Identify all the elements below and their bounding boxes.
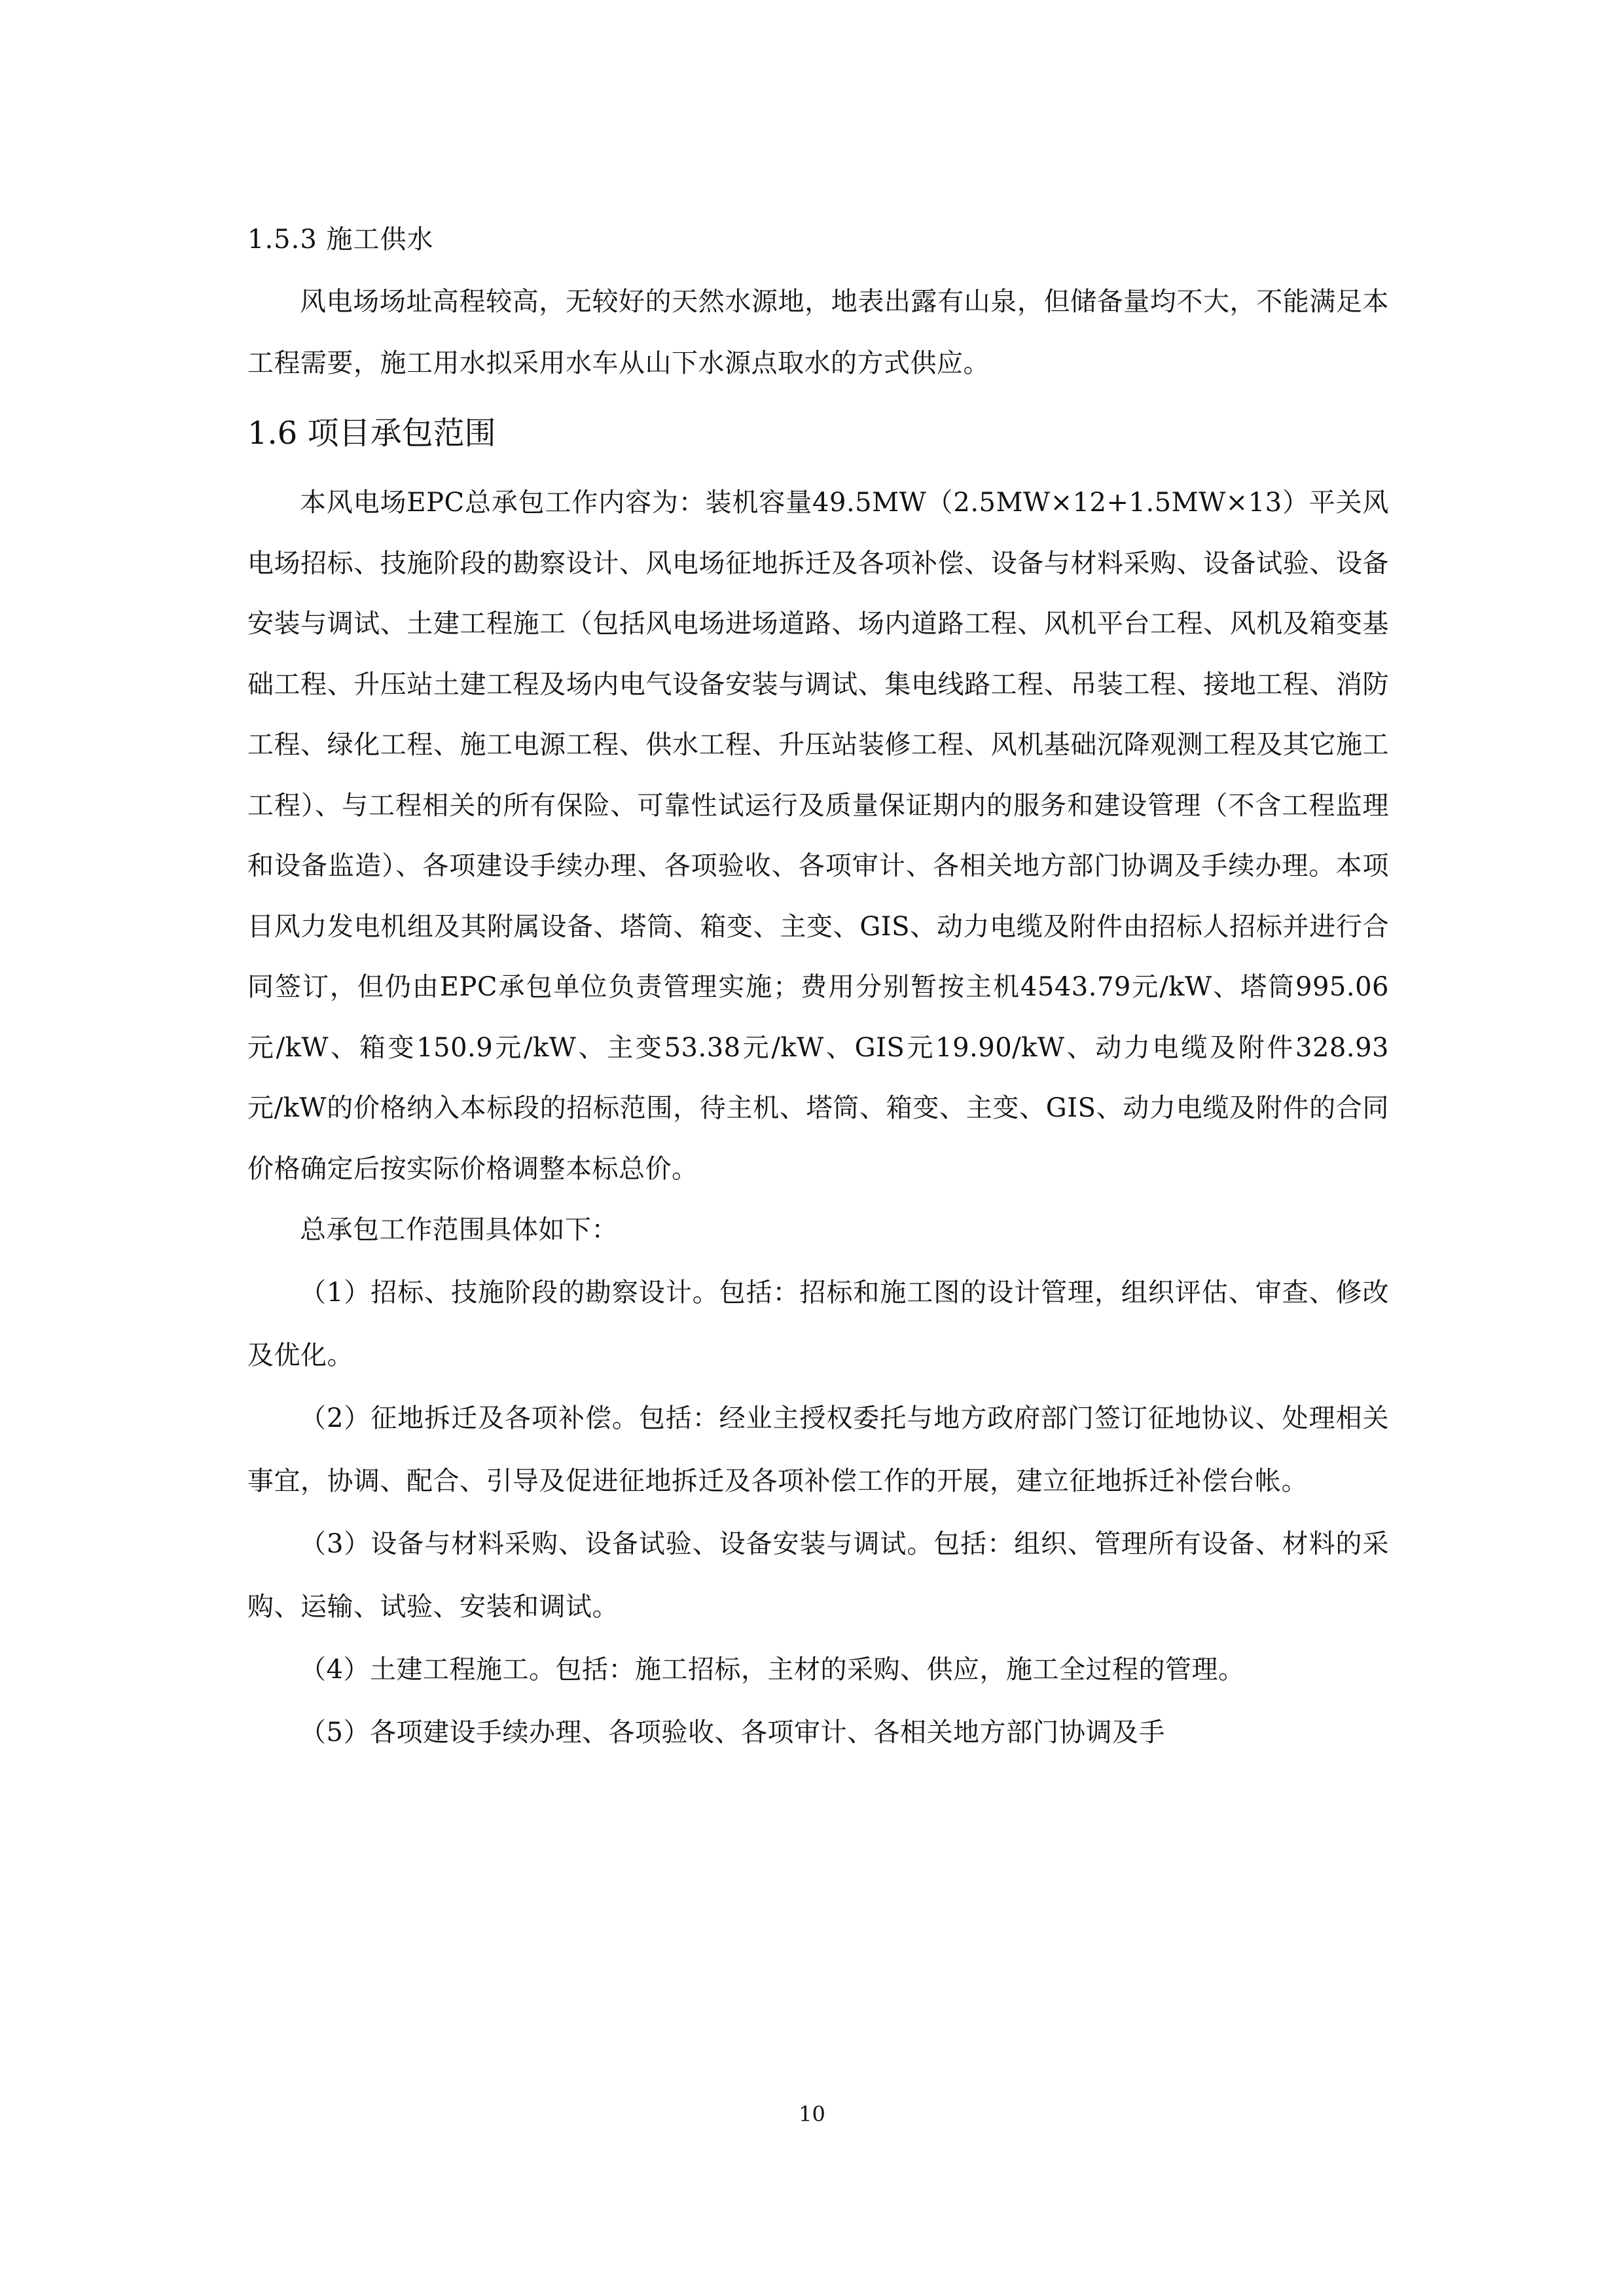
scope-item-2: （2）征地拆迁及各项补偿。包括：经业主授权委托与地方政府部门签订征地协议、处理相关事宜，协调、配合、引导及促进征地拆迁及各项补偿工作的开展，建立征地拆迁补偿台帐。: [247, 1403, 1389, 1496]
water-supply-paragraph: 风电场场址高程较高，无较好的天然水源地，地表出露有山泉，但储备量均不大，不能满足本工程需要，施工用水拟采用水车从山下水源点取水的方式供应。: [247, 287, 1389, 379]
section-heading-contract-scope: 1.6 项目承包范围: [247, 415, 496, 452]
scope-item-5: （5）各项建设手续办理、各项验收、各项审计、各相关地方部门协调及手: [300, 1717, 1165, 1748]
scope-item-3: （3）设备与材料采购、设备试验、设备安装与调试。包括：组织、管理所有设备、材料的采购、运输、试验、安装和调试。: [247, 1528, 1389, 1622]
contract-scope-paragraph: 本风电场EPC总承包工作内容为：装机容量49.5MW（2.5MW×12+1.5MW×13）平关风电场招标、技施阶段的勘察设计、风电场征地拆迁及各项补偿、设备与材料采购、设备试验、设备安装与调试、土建工程施工（包括风电场进场道路、场内道路工程、风机平台工程、风机及箱变基础工程、升压站土建工程及场内电气设备安装与调试、集电线路工程、吊装工程、接地工程、消防工程、绿化工程、施工电源工程、供水工程、升压站装修工程、风机基础沉降观测工程及其它施工工程）、与工程相关的所有保险、可靠性试运行及质量保证期内的服务和建设管理（不含工程监理和设备监造）、各项建设手续办理、各项验收、各项审计、各相关地方部门协调及手续办理。本项目风力发电机组及其附属设备、塔筒、箱变、主变、GIS、动力电缆及附件由招标人招标并进行合同签订，但仍由EPC承包单位负责管理实施；费用分别暂按主机4543.79元/kW、塔筒995.06元/kW、箱变150.9元/kW、主变53.38元/kW、GIS元19.90/kW、动力电缆及附件328.93元/kW的价格纳入本标段的招标范围，待主机、塔筒、箱变、主变、GIS、动力电缆及附件的合同价格确定后按实际价格调整本标总价。: [247, 488, 1389, 1184]
scope-item-4: （4）土建工程施工。包括：施工招标，主材的采购、供应，施工全过程的管理。: [300, 1654, 1245, 1685]
subsection-heading-water-supply: 1.5.3 施工供水: [247, 224, 434, 255]
scope-intro: 总承包工作范围具体如下：: [300, 1215, 618, 1246]
scope-item-1: （1）招标、技施阶段的勘察设计。包括：招标和施工图的设计管理，组织评估、审查、修改及优化。: [247, 1277, 1389, 1371]
page-number: 10: [799, 2102, 825, 2126]
page-content: [247, 208, 1389, 1764]
